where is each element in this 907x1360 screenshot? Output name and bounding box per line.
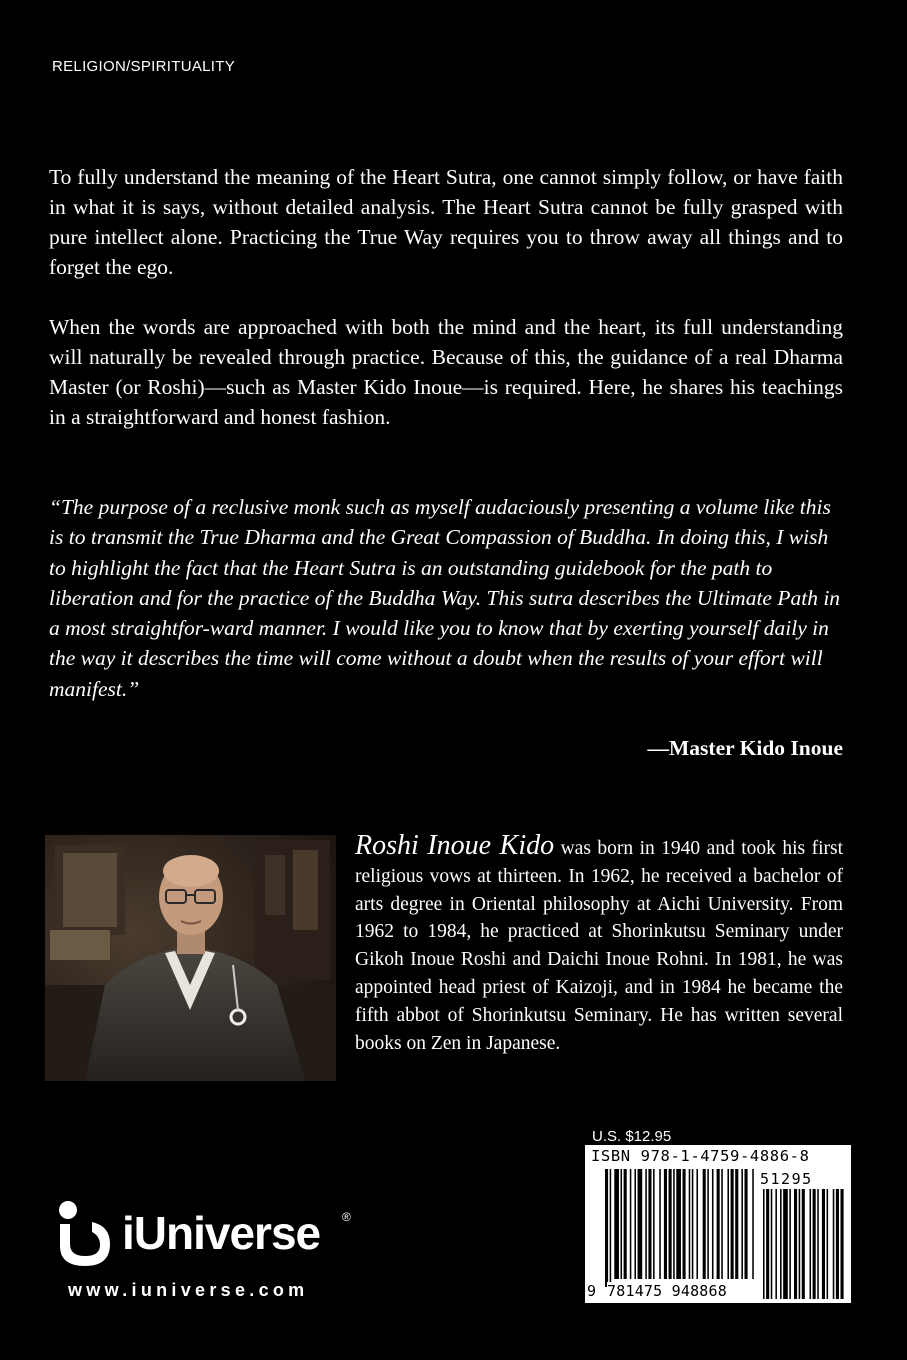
publisher-website: www.iuniverse.com: [68, 1280, 309, 1300]
description-paragraph-2: When the words are approached with both the mind and the heart, its full understanding will naturally be revealed through practice. Because of this, the guidance of a real Dharma Master (or Roshi)—such as Master Kido Inoue—is required. Here, he shares his teachings in a straightforward and honest fashion.: [49, 315, 843, 429]
price-label: U.S. $12.95: [592, 1128, 672, 1145]
publisher-logo: [52, 1198, 382, 1278]
iuniverse-person-logo-icon: [52, 1198, 118, 1270]
barcode: [585, 1145, 851, 1303]
publisher-name: iUniverse: [122, 1207, 321, 1259]
barcode-bars: [585, 1145, 851, 1303]
price-code: 51295: [760, 1170, 813, 1188]
ean-digits: 781475 948868: [607, 1282, 727, 1300]
quote-attribution: —Master Kido Inoue: [647, 736, 843, 760]
author-photo: [45, 835, 336, 1081]
category-label: RELIGION/SPIRITUALITY: [52, 58, 236, 75]
author-quote: “The purpose of a reclusive monk such as myself audaciously presenting a volume like this is to transmit the True Dharma and the Great Compassion of Buddha. In doing this, I wish to highlight the fact that the Heart Sutra is an outstanding guidebook for the path to liberation and for the practice of the Buddha Way. This sutra describes the Ultimate Path in a most straightfor-ward manner. I would like you to know that by exerting yourself daily in the way it describes the time will come without a doubt when the results of your effort will manifest.”: [49, 495, 841, 701]
author-name: Roshi Inoue Kido: [355, 830, 555, 861]
author-bio-text: was born in 1940 and took his first religious vows at thirteen. In 1962, he received a bachelor of arts degree in Oriental philosophy at Aichi University. From 1962 to 1984, he practiced at Shorinkutsu Seminary under Gikoh Inoue Roshi and Daichi Inoue Rohni. In 1981, he was appointed head priest of Kaizoji, and in 1984 he became the fifth abbot of Shorinkutsu Seminary. He has written several books on Zen in Japanese.: [355, 838, 843, 1054]
ean-first-digit: 9: [587, 1282, 597, 1300]
author-bio: [355, 832, 843, 1057]
description-paragraph-1: To fully understand the meaning of the Heart Sutra, one cannot simply follow, or have faith in what it is says, without detailed analysis. The Heart Sutra cannot be fully grasped with pure intellect alone. Practicing the True Way requires you to throw away all things and to forget the ego.: [49, 165, 843, 279]
isbn-label: ISBN 978-1-4759-4886-8: [591, 1147, 810, 1165]
registered-mark: ®: [342, 1210, 351, 1224]
